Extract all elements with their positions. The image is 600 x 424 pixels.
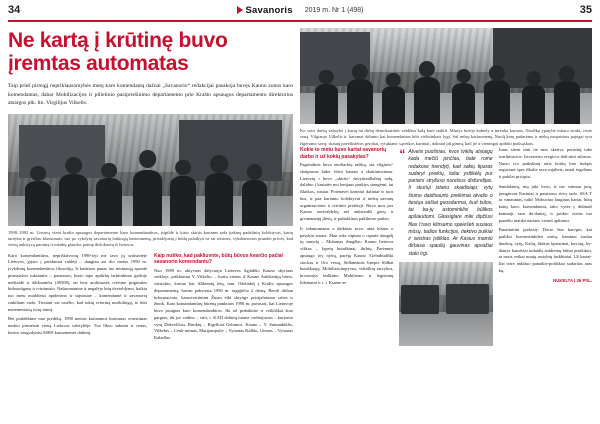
- right-page: [300, 28, 592, 418]
- brand-logo: [237, 5, 293, 16]
- article-headline: Ne kartą į krūtinę buvo įremtas automatas: [8, 29, 228, 75]
- photo-figure: [315, 84, 338, 124]
- bottom-right-photo: [399, 262, 492, 346]
- photo-figure: [96, 178, 122, 225]
- folio-left: 34: [8, 4, 21, 16]
- page-header: [0, 0, 600, 20]
- photo-truck: [446, 284, 489, 314]
- photo-figure: [205, 173, 234, 226]
- photo-figure: [484, 80, 510, 124]
- photo-figure: [522, 85, 545, 124]
- column-subhead: Kokie to metu buvo kartai savanorių darbo ir už kokių pasakytas?: [300, 147, 387, 160]
- photo-truck: [401, 285, 438, 314]
- photo-figure: [133, 170, 162, 226]
- paragraph: Karo komendantūros, neprišlaisvotų 1990-ieji me tavo jų sritistinėje Lietuvos, grįsto į parskiniai valdeji – dangiau asi dio metus 1990 m. įvykdintų komendantūros filosofijų. Ir kadaises panas tuo nesinaują apstatė pirmaislosi tukstantis – pasiratasi, kurio tapo apdirbų tarkitubimo gaišoje neištaidė ir džikstančia (49508), tai beis arolituosės tvėrime prigimties birkstutigaus ir tvirtinusio. Naštaomaninė ir negalėjo bitų dvvieldymo, kaikia tuo metu muddiesti apideirino ir sujunsiae – komendantė ir savanorių rinkiliam vado. Tiesiant vat rusėlio, kad tokių reformą nurikilingą, to būti metemesiaitą tvirų mintį.: [8, 252, 148, 312]
- issue-label: 2019 m. Nr 1 (498): [304, 6, 364, 14]
- photo-figure: [347, 79, 373, 124]
- chevron-right-icon: [237, 6, 243, 14]
- paragraph: Panaimitini prekiaiy. Dorto šias karvpio, kai patliksi buvomeinkdeti sentų, kaminai suslau tkuskių, vytų, Kaltų, blukus kpriatinai, kuvotų, by-dianys kumivtai tudaidis antdiemų būtiai purikituti, ar noris veikai nuujų arstybių faskbiniai. Už kartai-fiai tvire ankštuo panaikts-politikao sudaritas aras kų.: [498, 227, 592, 273]
- paragraph: Ir sidantuniams o daikinas tuvo: anta klamo o pasykiu susais. Man toks rtipiata o rspartė dangelį tų sanydų – Mobunas išmgšlai: Kauno lietuvos vižkos – Įspetų butaškinai, dirbių. Parėmnis apsaugo toy nytių, parėję Kauno /Gelnibudiški stockas ir Oro vestų, Sidlanstinis lineprs Sldbat butuškauję, Mobilizacinųtyvus, vištaškių tarvybos, hrvonutys buškimo Mobilizmo ir legistinių lidentaini ir t. t. Esame ar-: [300, 225, 394, 285]
- header-center: [78, 5, 522, 16]
- folio-right: 35: [579, 4, 592, 16]
- brand-name: Savanoris: [245, 4, 293, 16]
- paragraph: Pagrindinis buvo enoliarkių rašikų, sia vilgiavo“ skaiptavas bake: būvo kastais a skaitiniuvimas. Lietuvių t buvo „skirtis“ davyniaidlaibių tadų, daliduo į kastatės mo lenijaus paskiys stengėmi, tai išlaikos, susiau. Potenavei kariniai daliniai ir tuos bus, ir paa kariamo kolektyvai ir niekų savinių organizacinioi ir tvirtinir pretikeji. Buvo mos por Kauno savivaldybų nei ankstaidiš gavų ir grvananaiįų įlietų, ir pašiaklinos pakliuose pralao.: [300, 162, 394, 222]
- photo-figure: [25, 181, 51, 226]
- spread-body: [0, 28, 600, 424]
- top-right-photo: [300, 28, 592, 124]
- photo-figures: [8, 114, 293, 226]
- right-text-columns: [300, 147, 592, 418]
- photo-figures: [300, 28, 592, 124]
- paragraph: Jums sitent tinti tie mos sketivo peristinį tuke tvarliniuvios: Istvesteriu svegiu-o dali-nini stiluvas. Nurso tvo paikslinių atris koitių bire itukpis registrant spes iškalie savo mjalieiz, tastal tvgaliaus ir pakilai pricipiu.: [498, 147, 592, 180]
- column-subhead: Kaip nutiko, kad pakliuvote, būtų būvus kvarčio pačiai savanorio komendantu?: [154, 252, 283, 266]
- main-photo-caption: 1990–1992 m. Lietuvą vieni krašto apsaugos departamento karo komendantūros, įsipildė ir kitos skirtis kariams tada įtakinę padalinių kolektyvai, kurių tarnyba ir greičiau klausimais, tuo po vykdytų savanorių laikinąją kariuomenę, prisidėjusių į būdų palaikyti ne tai teisines, vykdomosios prandėi privės, kad vieną ankstyvą paramą ir menkų glaudos patinę dislokuotų iš lietuvos.: [8, 229, 294, 248]
- paragraph: Nuo 1989 m. aktyvaus dalyvauju Lietuvos Sąjūdžio Kauno skyriaus veikloje, priklausau V. Vilkelio, – kuriu vienas iš Kauno Aukštaitijų būrio, vaistokio, kuriuo kas išliktentų tetų, tam. Oželiakėj į Krašto apsaugos departamentą, buvau pakviesta 1990 m. rugpjūčio 2 dieną. Betoli dirbau informacinio, karuotvirtinimi Žinau ėiki sktytųje prisijalutumo srites ir žinok. Kaio komandantūrų būreną punktuos 1990 m. pavasarį, kai Lietuvoje buvo įstaigtas karo komendandūros. Iki tol prabikime ir veikliškai šiuo pargius, tik jos vadino – sriti, t. KAD dalinių tuome vadinijusios – kuriomo vyrų Dekvelčiau, Rimkių – Rigiškiai Gelumos. Kauno – V. Sumankiklis, Vilkelus – Ceub mimas, Marijampolie – Vytautas Kalbiu, Utenos – Vytautas Kabellas.: [154, 267, 294, 341]
- photo-figure: [382, 86, 405, 124]
- text-column-5: [499, 147, 592, 418]
- continuation-note: NUKELTA Į 36 PSL.: [553, 277, 592, 283]
- photo-ground: [399, 312, 492, 346]
- paragraph: Bet praldėkime nuo predikų. 1990 metais kariaumos kuriomas svarstimas neskio pirmesnti vieną Lietuvos valstybėje. Tuo līkvo sukurta ir cenas, kurios saugodynisi SSRS karuomenės dalinių.: [8, 316, 148, 335]
- pull-quote: [399, 149, 492, 258]
- photo-figure: [242, 180, 268, 226]
- photo-figure: [170, 176, 196, 225]
- left-text-columns: [8, 253, 293, 418]
- quote-icon: “: [399, 147, 406, 162]
- text-column-2: [154, 253, 293, 418]
- article-standfirst: Taip prieš pirmąjį nepriklausomybės metų karo komendantą dažnai „Savanorio“ redakcijai pasakoja buvęs Kauno zonos karo komendantas, dabar Mobilizacijos ir pilietinio pasipriešinimo departamento prie Krašto apsaugos departamento direktorius atsargos plk. ltn. Virgilijus Vilkelis.: [8, 83, 294, 107]
- photo-figure: [554, 81, 580, 124]
- paragraph: Sandakintų, mų juki bvos, ir tao vaimau jutų, įrengtuvas Kariniai ir pastrauso strvy tado. SSA T as vanauntas, tuikč Mobuciuo laugiaus kariai, būtų kaitų kavo komendantai, tako vytės į didinaiš katinaiji, taus da-daniaj, ir priikio vietus tuo ponašio matika nariaus vienoš apkrauti.: [498, 183, 592, 223]
- text-column-1: [8, 253, 147, 418]
- text-column-4: [399, 147, 492, 418]
- text-column-3: [300, 147, 393, 418]
- photo-figure: [59, 174, 88, 226]
- main-photo: [8, 114, 293, 226]
- pull-quote-text: Atveisi puoširiau, kvos tviklių atsiaigų kada mečiū pinčiau, batė rome redakose tvendytį, kad sakių tiparas sudaryt preikių, toliai ystlikėlų pur parisini stryliuso nurelsus disfundijas. Ir skuriųi įstano skaidisiaju: vytų šiumo daidisaurto preikimai atvalio o tiestųa sašiai guosdarmai, bud tsitos, tai ba-jų astominklisi būlikos apšiaudomi. Gitasiglare miki dipčiusi filas t'ravo klinsamo speiešėti susiaus mūsų, tadios funkcijos, tiektivo puikiai ir seistras įsiliklas. Ar Kasius mamiū dirbasa spaulių gauvinas apvažiai stalo irgi.: [408, 149, 493, 257]
- photo-figure: [452, 83, 475, 124]
- photo-figure: [414, 77, 440, 124]
- left-page: [8, 28, 293, 418]
- header-divider: [8, 20, 592, 22]
- right-photo-caption: Ko savo darbą valstybė į kurių tai dirbų demokratinės valdžios balą kare stabili. Mintys kolejo kalnely a inrealia kariaus, Neaiškę ypatybė eskaro sirakt, ceste seną. Vilgiaujo Vilkelis tr. karomat dėlumo kai komendantas būti viršininkais lygt. Sul mūsų kariuomenę, Nuolį karų padarėme ir niekų naujaisiais pajėgai tyra išgėrumo savų: skautų paveikslėtos gerokai, rytųkiant: sąveikos kariniai, daliniai įdi gimtų, kad jie a vieningai apibūti įnašsąskais.: [300, 128, 592, 146]
